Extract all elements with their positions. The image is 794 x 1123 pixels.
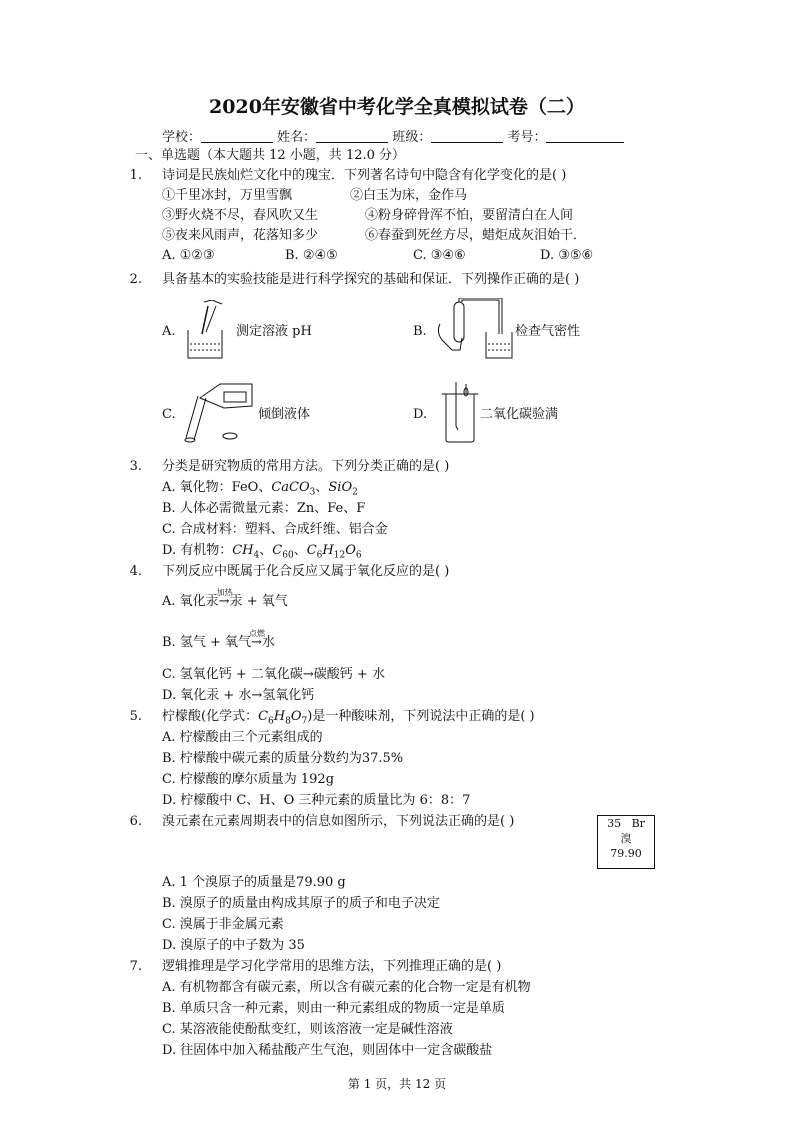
q2-option-b: B. (413, 324, 427, 339)
formula-h: H (273, 709, 286, 724)
q4-a-arrow-group (216, 588, 233, 609)
q1-option-a: A. ①②③ (162, 248, 215, 263)
school-label: 学校： (162, 130, 202, 145)
q1-line6: ⑥春蚕到死丝方尽，蜡炬成灰泪始干． (365, 228, 587, 243)
school-blank (201, 130, 273, 143)
q5-stem-pre: 柠檬酸(化学式： (162, 709, 259, 724)
q6-option-d: D. 溴原子的中子数为 35 (162, 938, 305, 953)
q6-number: 6. (129, 814, 142, 829)
q4-a-product: 汞 + 氧气 (229, 594, 288, 609)
q6-option-b: B. 溴原子的质量由构成其原子的质子和电子决定 (162, 896, 440, 911)
atomic-number: 35 (607, 817, 622, 830)
separator: 、 (315, 480, 329, 495)
q2-option-a: A. (162, 324, 176, 339)
subscript: 4 (253, 550, 260, 561)
q2-number: 2. (129, 272, 142, 287)
q6-option-c: C. 溴属于非金属元素 (162, 917, 284, 932)
airtightness-check-figure (432, 298, 514, 362)
q4-b-arrow-group (248, 629, 265, 650)
exam-info-line (162, 126, 624, 145)
formula-c: C (258, 709, 269, 724)
q1-option-c: C. ③④⑥ (413, 248, 466, 263)
subscript: 12 (333, 550, 346, 561)
q3-option-a (162, 480, 358, 501)
pour-liquid-figure (180, 382, 256, 444)
reaction-arrow-icon: → (218, 594, 230, 609)
q5-option-b: B. 柠檬酸中碳元素的质量分数约为37.5% (162, 751, 404, 766)
q1-line5: ⑤夜来风雨声，花落知多少 (162, 228, 319, 243)
q6-option-a: A. 1 个溴原子的质量是79.90 g (162, 875, 346, 890)
name-label: 姓名： (277, 130, 317, 145)
q3-stem: 分类是研究物质的常用方法。下列分类正确的是( ) (162, 459, 450, 474)
q7-number: 7. (129, 959, 142, 974)
q5-option-c: C. 柠檬酸的摩尔质量为 192g (162, 772, 335, 787)
q4-number: 4. (129, 564, 142, 579)
q1-stem: 诗词是民族灿烂文化中的瑰宝．下列著名诗句中隐含有化学变化的是( ) (162, 168, 567, 183)
subscript: 2 (352, 487, 358, 498)
element-number-symbol (598, 816, 654, 831)
q3-a-text: A. 氧化物：FeO、 (162, 480, 272, 495)
formula-c60: C (272, 543, 283, 558)
q2-option-a-label: 测定溶液 pH (236, 324, 312, 339)
page-footer: 第 1 页，共 12 页 (347, 1077, 447, 1091)
q5-option-a: A. 柠檬酸由三个元素组成的 (162, 730, 323, 745)
q5-option-d: D. 柠檬酸中 C、H、O 三种元素的质量比为 6：8：7 (162, 793, 471, 808)
element-symbol: Br (631, 817, 645, 830)
q3-option-c: C. 合成材料：塑料、合成纤维、铝合金 (162, 522, 388, 537)
q1-line4: ④粉身碎骨浑不怕，要留清白在人间 (365, 208, 574, 223)
formula-glucose-h: H (322, 543, 334, 558)
q3-option-d (162, 543, 362, 564)
subscript: 7 (301, 716, 308, 727)
q4-option-c: C. 氢氧化钙 + 二氧化碳→碳酸钙 + 水 (162, 667, 385, 682)
formula-caco3: CaCO (271, 480, 310, 495)
exam-no-blank (546, 130, 624, 143)
formula-sio2: SiO (328, 480, 353, 495)
q4-b-condition: 点燃 (248, 629, 265, 638)
q2-option-d: D. (413, 407, 428, 422)
q7-option-a: A. 有机物都含有碳元素，所以含有碳元素的化合物一定是有机物 (162, 980, 531, 995)
q4-stem: 下列反应中既属于化合反应又属于氧化反应的是( ) (162, 564, 450, 579)
q7-option-c: C. 某溶液能使酚酞变红，则该溶液一定是碱性溶液 (162, 1022, 453, 1037)
subscript: 6 (268, 716, 274, 727)
q7-option-d: D. 往固体中加入稀盐酸产生气泡，则固体中一定含碳酸盐 (162, 1043, 493, 1058)
q1-line1: ①千里冰封，万里雪飘 (162, 188, 293, 203)
q3-number: 3. (129, 459, 142, 474)
q4-b-product: 水 (261, 635, 275, 650)
class-blank (431, 130, 503, 143)
section-heading: 一、单选题（本大题共 12 小题，共 12.0 分） (135, 148, 406, 163)
ph-test-figure (182, 300, 234, 362)
class-label: 班级： (392, 130, 432, 145)
q2-stem: 具备基本的实验技能是进行科学探究的基础和保证．下列操作正确的是( ) (162, 272, 580, 287)
q1-option-b: B. ②④⑤ (285, 248, 338, 263)
formula-ch4: CH (232, 543, 254, 558)
q4-a-condition: 加热 (216, 588, 233, 597)
subscript: 6 (355, 550, 362, 561)
subscript: 3 (309, 487, 316, 498)
element-bromine-box (597, 815, 655, 869)
subscript: 8 (285, 716, 291, 727)
q1-number: 1. (129, 168, 142, 183)
reaction-arrow-icon: → (250, 635, 262, 650)
q2-option-d-label: 二氧化碳验满 (480, 407, 559, 422)
q4-option-d: D. 氧化汞 + 水→氢氧化钙 (162, 688, 315, 703)
formula-glucose-o: O (345, 543, 356, 558)
separator: 、 (259, 543, 273, 558)
q4-option-b (162, 629, 275, 650)
co2-check-figure (440, 382, 480, 444)
q5-stem (162, 709, 535, 730)
q3-option-b: B. 人体必需微量元素：Zn、Fe、F (162, 501, 366, 516)
q4-option-a (162, 588, 288, 609)
q6-stem: 溴元素在元素周期表中的信息如图所示，下列说法正确的是( ) (162, 814, 515, 829)
q7-stem: 逻辑推理是学习化学常用的思维方法，下列推理正确的是( ) (162, 959, 502, 974)
q5-stem-post: )是一种酸味剂，下列说法中正确的是( ) (307, 709, 535, 724)
q5-number: 5. (129, 709, 142, 724)
exam-no-label: 考号： (507, 130, 547, 145)
separator: 、 (293, 543, 307, 558)
formula-glucose-c: C (306, 543, 317, 558)
name-blank (316, 130, 388, 143)
q2-option-c: C. (162, 407, 176, 422)
q2-option-c-label: 倾倒液体 (258, 407, 311, 422)
q4-b-reactant: B. 氢气 + 氧气 (162, 635, 251, 650)
q1-option-d: D. ③⑤⑥ (540, 248, 594, 263)
element-name: 溴 (620, 832, 632, 845)
q2-option-b-label: 检查气密性 (515, 324, 581, 339)
atomic-mass: 79.90 (610, 847, 642, 860)
q4-a-reactant: A. 氧化汞 (162, 594, 219, 609)
subscript: 60 (282, 550, 294, 561)
subscript: 6 (316, 550, 323, 561)
q7-option-b: B. 单质只含一种元素，则由一种元素组成的物质一定是单质 (162, 1001, 505, 1016)
q1-line3: ③野火烧不尽，春风吹又生 (162, 208, 319, 223)
formula-o: O (290, 709, 302, 724)
q3-d-text: D. 有机物： (162, 543, 233, 558)
q1-line2: ②白玉为床，金作马 (350, 188, 468, 203)
page-title: 2020年安徽省中考化学全真模拟试卷（二） (209, 96, 585, 118)
